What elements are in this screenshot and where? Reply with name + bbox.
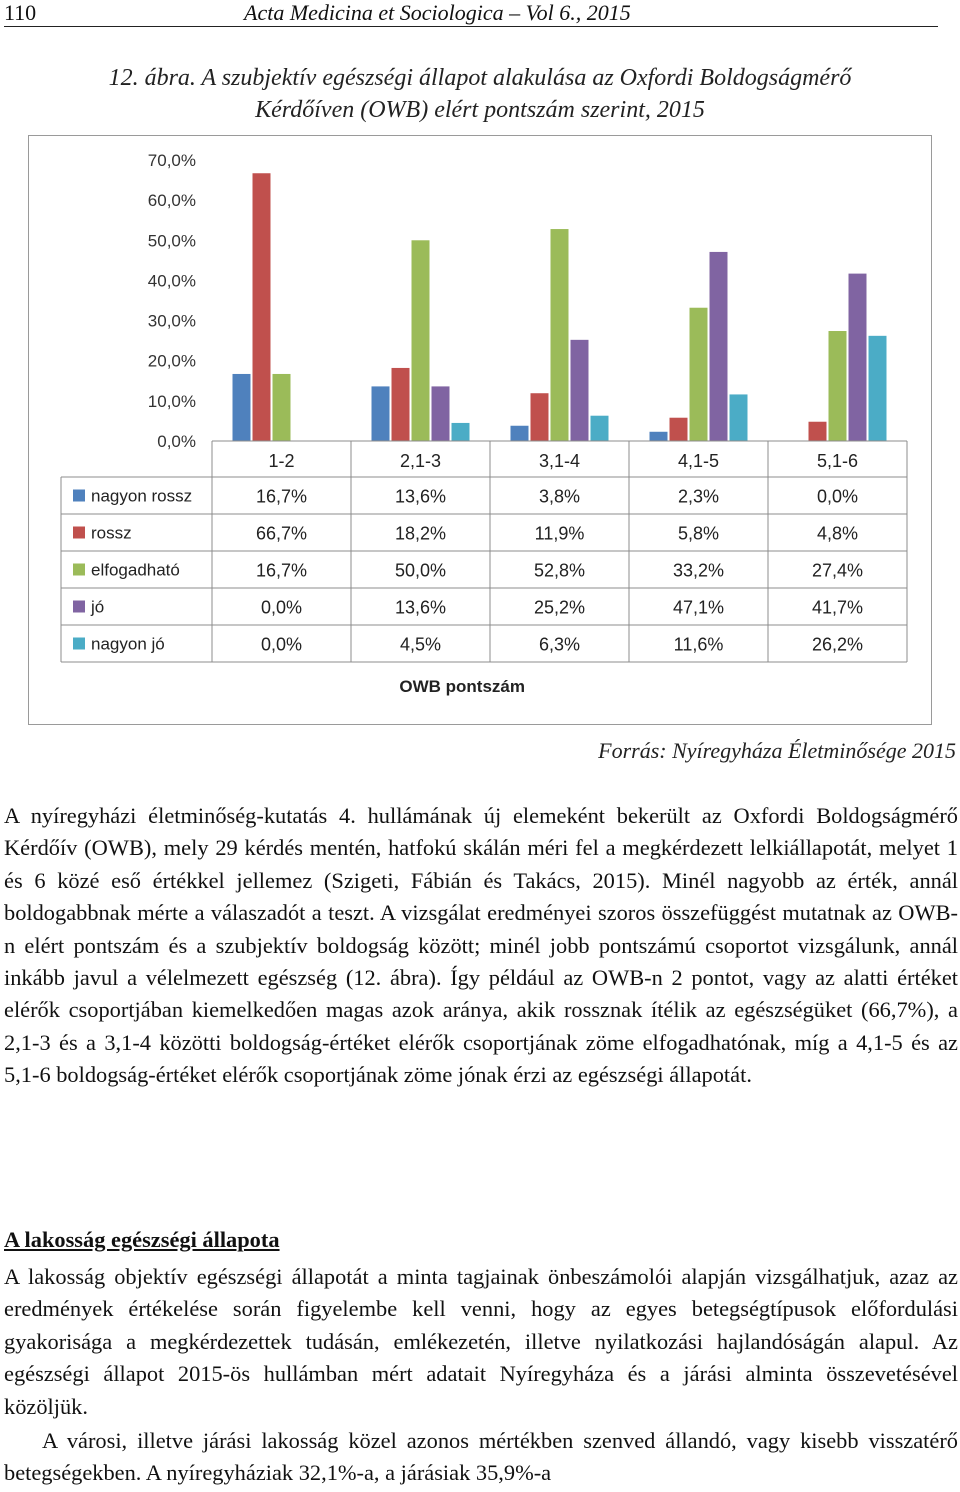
data-label: 50,0% [394,560,447,581]
page-number: 110 [4,0,37,25]
bar-rossz [253,173,271,441]
bar-nagyon-rossz [372,386,390,441]
legend-swatch-jó [73,601,85,613]
data-label: 2,3% [677,486,720,507]
y-tick-label: 60,0% [147,191,196,211]
y-tick-label: 10,0% [147,391,196,411]
bar-rossz [531,393,549,441]
category-label: 5,1-6 [816,451,859,471]
data-label: 6,3% [538,634,581,655]
bar-nagyon-rossz [511,426,529,441]
data-label: 11,9% [534,523,585,544]
bar-elfogadható [551,229,569,441]
data-label: 4,8% [816,523,859,544]
chart [28,135,932,725]
legend-label: rossz [91,523,132,543]
bar-nagyon-jó [730,394,748,441]
y-tick-label: 0,0% [157,432,196,451]
legend-label: nagyon rossz [91,486,193,506]
data-label: 18,2% [394,523,447,544]
data-label: 13,6% [394,597,447,618]
bar-nagyon-rossz [650,432,668,441]
bar-rossz [392,368,410,441]
data-label: 47,1% [672,597,725,618]
data-label: 16,7% [255,486,308,507]
data-label: 4,5% [399,634,442,655]
y-tick-label: 20,0% [147,351,196,371]
bar-elfogadható [273,374,291,441]
bar-jó [710,252,728,441]
bar-elfogadható [412,240,430,441]
data-label: 27,4% [811,560,864,581]
bar-nagyon-jó [452,423,470,441]
data-label: 16,7% [255,560,308,581]
bar-nagyon-jó [591,416,609,441]
data-label: 0,0% [260,634,303,655]
body-paragraph-3: A városi, illetve járási lakosság közel azonos mértékben szenved állandó, vagy kisebb visszatérő betegségekben. A nyíregyháziak 32,1%-a, a járásiak 35,9%-a [4,1428,958,1486]
legend-label: nagyon jó [91,634,165,654]
bar-jó [571,340,589,441]
legend-swatch-nagyon-rossz [73,490,85,502]
y-tick-label: 70,0% [147,151,196,170]
data-label: 13,6% [394,486,447,507]
bar-nagyon-rossz [233,374,251,441]
figure-source: Forrás: Nyíregyháza Életminősége 2015 [598,738,956,763]
category-label: 4,1-5 [677,451,720,471]
bar-rossz [670,418,688,441]
category-label: 2,1-3 [399,451,442,471]
figure-title-line-1: 12. ábra. A szubjektív egészségi állapot alakulása az Oxfordi Boldogságmérő [108,65,852,91]
body-paragraph-2: A lakosság objektív egészségi állapotát a minta tagjainak önbeszámolói alapján vizsgálhatjuk, azaz az eredmények értékelése során figyelembe kell venni, hogy az egyes betegségtípusok előfordulási gyakorisága a megkérdezettek tudásán, emlékezetén, illetve nyilatkozási hajlandóságán alapul. Az egészségi állapot 2015-ös hullámban mért adatait Nyíregyháza és a járási alminta összevetésével közöljük. [4,1264,958,1419]
legend-label: jó [91,597,105,617]
body-paragraph-1: A nyíregyházi életminőség-kutatás 4. hullámának új elemeként bekerült az Oxfordi Boldogságmérő Kérdőív (OWB), mely 29 kérdés mentén, hatfokú skálán méri fel a megkérdezett lelkiállapotát, melyet 1 és 6 közé eső értékkel jellemez (Szigeti, Fábián és Takács, 2015). Minél nagyobb az érték, annál boldogabbnak mérte a válaszadót a teszt. A vizsgálat eredményei szoros összefüggést mutatnak az OWB-n elért pontszám és a szubjektív boldogság között; minél jobb pontszámú csoportot vizsgálunk, annál inkább javul a vélelmezett egészség (12. ábra). Így például az OWB-n 2 pontot, vagy az alatti értéket elérők csoportjában kiemelkedően magas azok aránya, akik rossznak ítélik az egészségüket (66,7%), a 2,1-3 és a 3,1-4 közötti boldogság-értéket elérők csoportjának zöme elfogadhatónak, míg a 4,1-5 és az 5,1-6 boldogság-értéket elérők csoportjának zöme jónak érzi az egészségi állapotát. [4,803,958,1088]
bar-elfogadható [690,308,708,441]
legend-swatch-rossz [73,527,85,539]
bar-elfogadható [829,331,847,441]
bar-nagyon-jó [869,336,887,441]
y-tick-label: 40,0% [147,271,196,291]
x-axis-title: OWB pontszám [399,677,526,696]
figure-title [0,62,960,126]
bar-rossz [809,422,827,441]
y-tick-label: 50,0% [147,231,196,251]
data-label: 33,2% [672,560,725,581]
data-label: 3,8% [538,486,581,507]
category-label: 3,1-4 [538,451,581,471]
journal-title: Acta Medicina et Sociologica – Vol 6., 2015 [244,0,631,25]
data-label: 41,7% [811,597,864,618]
data-label: 0,0% [816,486,859,507]
data-label: 0,0% [260,597,303,618]
data-label: 25,2% [533,597,586,618]
data-label: 11,6% [673,634,724,655]
figure-title-line-2: Kérdőíven (OWB) elért pontszám szerint, 2015 [255,97,705,123]
bar-jó [432,386,450,441]
y-tick-label: 30,0% [147,311,196,331]
data-label: 26,2% [811,634,864,655]
page-header [4,0,938,27]
section-heading: A lakosság egészségi állapota [4,1227,280,1252]
legend-swatch-nagyon-jó [73,638,85,650]
category-label: 1-2 [268,451,295,471]
data-label: 5,8% [677,523,720,544]
chart-svg [29,136,931,724]
bar-jó [849,274,867,441]
data-label: 52,8% [533,560,586,581]
data-label: 66,7% [255,523,308,544]
legend-swatch-elfogadható [73,564,85,576]
legend-label: elfogadható [91,560,180,580]
